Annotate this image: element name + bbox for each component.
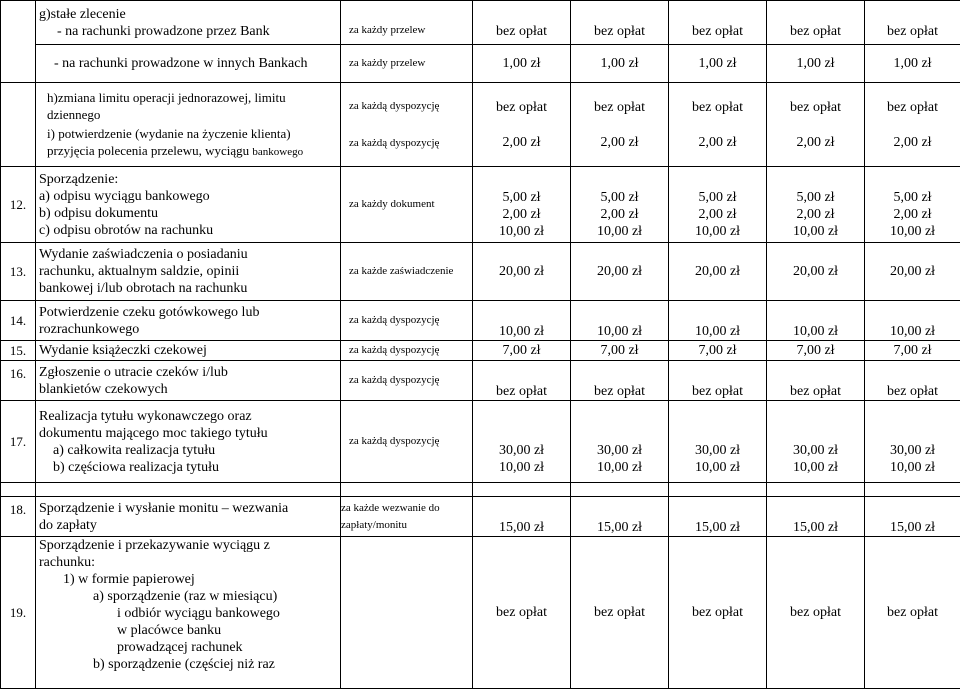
fee-cell: bez opłat [767,537,865,689]
fee-value: 10,00 zł [767,459,864,476]
fee-value: 30,00 zł [865,442,960,459]
row-number: 16. [1,361,36,401]
fee-value: 5,00 zł [767,189,864,206]
fee-cell: bez opłat [473,1,571,45]
fee-cell: 15,00 zł [669,497,767,537]
table-row [1,537,960,689]
row-text: Sporządzenie: [39,171,337,188]
row-text: rozrachunkowego [39,321,337,338]
row-text: h)zmiana limitu operacji jednorazowej, limitu dziennego [39,89,337,123]
fee-value: 10,00 zł [473,459,570,476]
fee-cell: bez opłat [473,537,571,689]
row-number: 12. [1,167,36,243]
fee-cell: bez opłat [571,1,669,45]
row-description: Wydanie książeczki czekowej [36,341,341,361]
unit-cell: za każdy przelew [341,45,473,83]
row-description [36,1,341,45]
fee-value: bez opłat [767,99,864,116]
fee-cell [767,83,865,167]
table-row [1,361,960,401]
fee-value: 2,00 zł [767,206,864,223]
unit-cell: za każdy przelew [341,1,473,45]
spacer-cell [865,483,960,497]
row-text-small: bankowego [252,146,303,158]
fee-cell [865,401,960,483]
row-description [36,301,341,341]
fee-cell: bez opłat [571,361,669,401]
fee-cell: 10,00 zł [571,301,669,341]
fee-cell: 1,00 zł [865,45,960,83]
fee-cell: bez opłat [865,361,960,401]
fee-cell: 15,00 zł [473,497,571,537]
row-text: a) sporządzenie (raz w miesiącu) [39,588,337,605]
fee-cell: 10,00 zł [865,301,960,341]
fee-cell: 1,00 zł [571,45,669,83]
table-row [1,243,960,301]
row-text: a) odpisu wyciągu bankowego [39,188,337,205]
row-text: a) całkowita realizacja tytułu [39,442,337,459]
row-text: rachunku, aktualnym saldzie, opinii [39,263,337,280]
spacer-cell [36,483,341,497]
fee-cell: 10,00 zł [473,301,571,341]
fee-cell: bez opłat [865,537,960,689]
fee-value: 10,00 zł [865,223,960,240]
unit-cell [341,537,473,689]
fee-value: 2,00 zł [473,134,570,151]
fee-cell [571,401,669,483]
fee-value: bez opłat [669,99,766,116]
row-description [36,401,341,483]
unit-cell: za każdą dyspozycję [341,301,473,341]
row-description [36,497,341,537]
fee-cell: 7,00 zł [571,341,669,361]
table-row [1,83,960,167]
fee-value: 5,00 zł [669,189,766,206]
unit-text: za każde wezwanie do [341,500,469,517]
fee-cell: 1,00 zł [767,45,865,83]
fee-cell [865,167,960,243]
unit-cell [341,83,473,167]
row-description [36,83,341,167]
fee-value: 10,00 zł [669,223,766,240]
fee-value: 10,00 zł [571,223,668,240]
row-number: 15. [1,341,36,361]
row-text: prowadzącej rachunek [39,639,337,656]
unit-text: za każdą dyspozycję [349,135,469,152]
fee-value: 2,00 zł [669,206,766,223]
fee-cell [571,167,669,243]
spacer-cell [341,483,473,497]
row-text [39,125,337,161]
fee-value: 2,00 zł [669,134,766,151]
fee-value: 10,00 zł [767,223,864,240]
row-text: blankietów czekowych [39,381,337,398]
row-text: bankowej i/lub obrotach na rachunku [39,280,337,297]
row-text: Zgłoszenie o utracie czeków i/lub [39,364,337,381]
unit-text: zapłaty/monitu [341,517,469,534]
fee-cell: 7,00 zł [473,341,571,361]
row-description [36,537,341,689]
row-text: Sporządzenie i wysłanie monitu – wezwania [39,500,337,517]
fee-cell [473,167,571,243]
row-text: b) sporządzenie (częściej niż raz [39,656,337,673]
fee-cell: bez opłat [669,537,767,689]
fee-cell [669,167,767,243]
row-number: 19. [1,537,36,689]
spacer-cell [473,483,571,497]
row-number [1,83,36,167]
fee-value: 2,00 zł [767,134,864,151]
fee-cell: 20,00 zł [571,243,669,301]
fee-cell [473,83,571,167]
unit-cell: za każdą dyspozycję [341,361,473,401]
table-row [1,45,960,83]
row-text: b) odpisu dokumentu [39,205,337,222]
row-text: Realizacja tytułu wykonawczego oraz [39,408,337,425]
row-subitem: - na rachunki prowadzone przez Bank [39,23,337,40]
row-text: Sporządzenie i przekazywanie wyciągu z [39,537,337,554]
row-description [36,243,341,301]
fee-cell [669,401,767,483]
row-subitem: - na rachunki prowadzone w innych Bankach [36,45,341,83]
spacer-row [1,483,960,497]
row-number: 13. [1,243,36,301]
fee-cell: bez opłat [571,537,669,689]
row-text: dokumentu mającego moc takiego tytułu [39,425,337,442]
row-text: Potwierdzenie czeku gotówkowego lub [39,304,337,321]
fee-cell [767,401,865,483]
fee-cell: 20,00 zł [473,243,571,301]
fee-cell: 20,00 zł [865,243,960,301]
table-row [1,497,960,537]
fee-cell: 7,00 zł [865,341,960,361]
fee-value: 2,00 zł [865,134,960,151]
fee-cell: 10,00 zł [669,301,767,341]
fee-value: bez opłat [473,99,570,116]
fee-cell [473,401,571,483]
row-description [36,167,341,243]
fee-value: 2,00 zł [571,134,668,151]
row-number: 17. [1,401,36,483]
fee-cell: 15,00 zł [865,497,960,537]
fee-cell: 15,00 zł [767,497,865,537]
row-number: 14. [1,301,36,341]
fee-value: 10,00 zł [571,459,668,476]
unit-cell: za każde zaświadczenie [341,243,473,301]
fee-value: bez opłat [865,99,960,116]
fee-value: 5,00 zł [571,189,668,206]
fee-cell: bez opłat [865,1,960,45]
unit-text: za każdą dyspozycję [349,98,469,115]
fee-cell: bez opłat [767,1,865,45]
row-number: 18. [1,497,36,537]
fee-value: 10,00 zł [473,223,570,240]
row-title: g)stałe zlecenie [39,6,337,23]
table-row [1,341,960,361]
unit-cell [341,497,473,537]
row-description [36,361,341,401]
row-text: do zapłaty [39,517,337,534]
fee-value: bez opłat [571,99,668,116]
table-row [1,401,960,483]
fee-cell: 7,00 zł [669,341,767,361]
fee-value: 10,00 zł [865,459,960,476]
spacer-cell [669,483,767,497]
fee-value: 5,00 zł [473,189,570,206]
fee-value: 2,00 zł [571,206,668,223]
fee-cell: bez opłat [669,1,767,45]
table-row [1,301,960,341]
row-text: b) częściowa realizacja tytułu [39,459,337,476]
fee-cell: 10,00 zł [767,301,865,341]
fee-cell: 7,00 zł [767,341,865,361]
fee-cell [865,83,960,167]
table-row [1,1,960,45]
spacer-cell [1,483,36,497]
unit-cell: za każdy dokument [341,167,473,243]
fee-cell: bez opłat [669,361,767,401]
fee-cell: 1,00 zł [669,45,767,83]
unit-cell: za każdą dyspozycję [341,401,473,483]
row-number [1,1,36,83]
row-text: c) odpisu obrotów na rachunku [39,222,337,239]
table-row [1,167,960,243]
row-text: w placówce banku [39,622,337,639]
row-text-main: i) potwierdzenie (wydanie na życzenie klienta) przyjęcia polecenia przelewu, wyciągu [47,126,291,158]
spacer-cell [571,483,669,497]
fee-cell [669,83,767,167]
fee-value: 30,00 zł [669,442,766,459]
fee-cell [571,83,669,167]
fee-cell: 1,00 zł [473,45,571,83]
fee-cell: bez opłat [473,361,571,401]
row-text: Wydanie zaświadczenia o posiadaniu [39,246,337,263]
unit-cell: za każdą dyspozycję [341,341,473,361]
fee-cell: 15,00 zł [571,497,669,537]
fee-value: 30,00 zł [473,442,570,459]
spacer-cell [767,483,865,497]
fee-value: 2,00 zł [473,206,570,223]
row-text: i odbiór wyciągu bankowego [39,605,337,622]
row-text: 1) w formie papierowej [39,571,337,588]
fee-value: 2,00 zł [865,206,960,223]
fee-cell: 20,00 zł [767,243,865,301]
row-text: rachunku: [39,554,337,571]
fee-value: 30,00 zł [767,442,864,459]
fee-cell [767,167,865,243]
fee-cell: bez opłat [767,361,865,401]
fee-value: 10,00 zł [669,459,766,476]
fee-value: 30,00 zł [571,442,668,459]
fee-value: 5,00 zł [865,189,960,206]
fee-cell: 20,00 zł [669,243,767,301]
